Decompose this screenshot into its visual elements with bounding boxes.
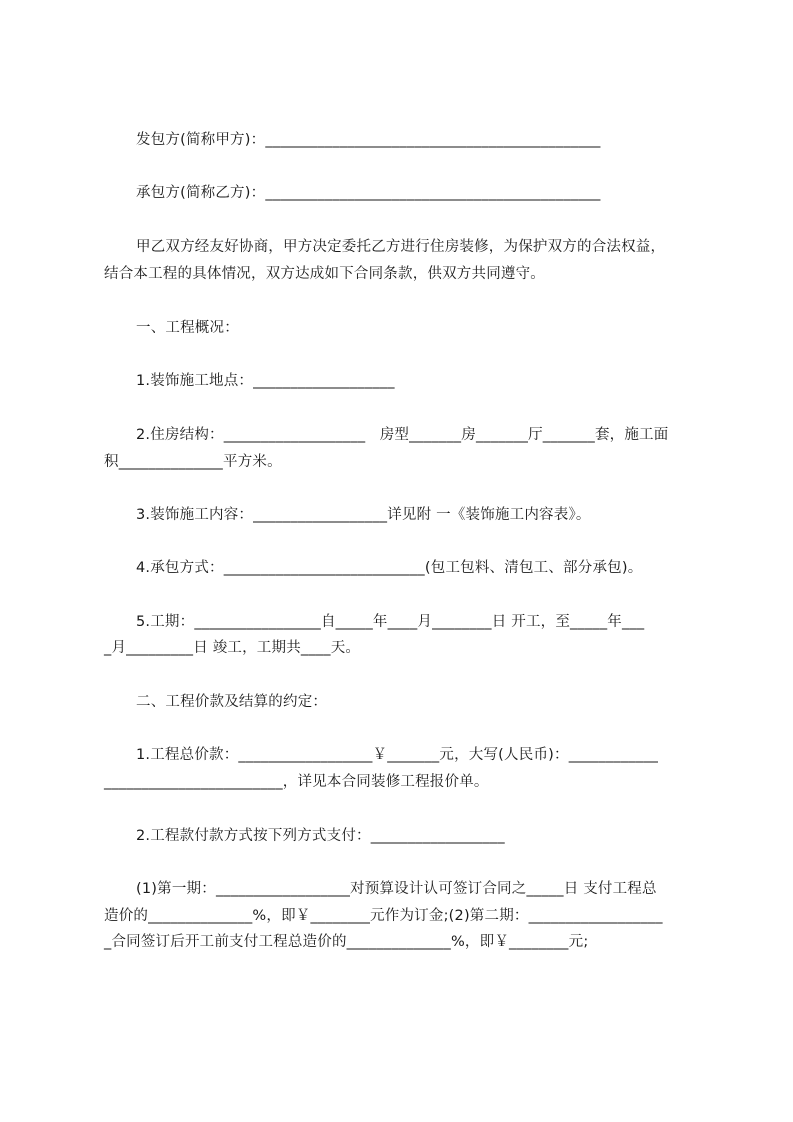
item-1-5-period-line-1: 5.工期：_________________自_____年____月________日 开工，至_____年___: [136, 614, 645, 630]
party-a-line: 发包方(简称甲方)：_____________________________________________: [136, 132, 601, 148]
party-b-line: 承包方(简称乙方)：_____________________________________________: [136, 185, 601, 201]
preamble-line-2: 结合本工程的具体情况，双方达成如下合同条款，供双方共同遵守。: [104, 266, 545, 282]
item-1-3-content: 3.装饰施工内容：__________________详见附 一《装饰施工内容表》。: [136, 507, 591, 523]
item-1-2-structure-line-2: 积______________平方米。: [104, 454, 282, 470]
item-1-5-period-line-2: _月_________日 竣工，工期共____天。: [104, 640, 361, 656]
preamble-line-1: 甲乙双方经友好协商，甲方决定委托乙方进行住房装修，为保护双方的合法权益，: [136, 239, 666, 255]
item-2-1-price-line-2: ________________________，详见本合同装修工程报价单。: [104, 774, 489, 790]
item-2-2-payment: 2.工程款付款方式按下列方式支付：__________________: [136, 828, 505, 844]
item-1-4-method: 4.承包方式：___________________________(包工包料、清包工、部分承包)。: [136, 560, 643, 576]
section-2-heading: 二、工程价款及结算的约定：: [136, 694, 328, 710]
payment-phase-line-3: _合同签订后开工前支付工程总造价的______________%，即￥________元;: [104, 934, 589, 950]
item-2-1-price-line-1: 1.工程总价款：__________________￥_______元，大写(人民币)：____________: [136, 747, 659, 763]
payment-phase-line-2: 造价的______________%，即￥________元作为订金;(2)第二期：__________________: [104, 908, 663, 924]
item-1-2-structure-line-1: 2.住房结构：___________________ 房型_______房_______厅_______套，施工面: [136, 427, 669, 443]
item-1-1-location: 1.装饰施工地点：___________________: [136, 373, 395, 389]
section-1-heading: 一、工程概况：: [136, 320, 239, 336]
payment-phase-line-1: (1)第一期：__________________对预算设计认可签订合同之_____日 支付工程总: [136, 881, 657, 897]
